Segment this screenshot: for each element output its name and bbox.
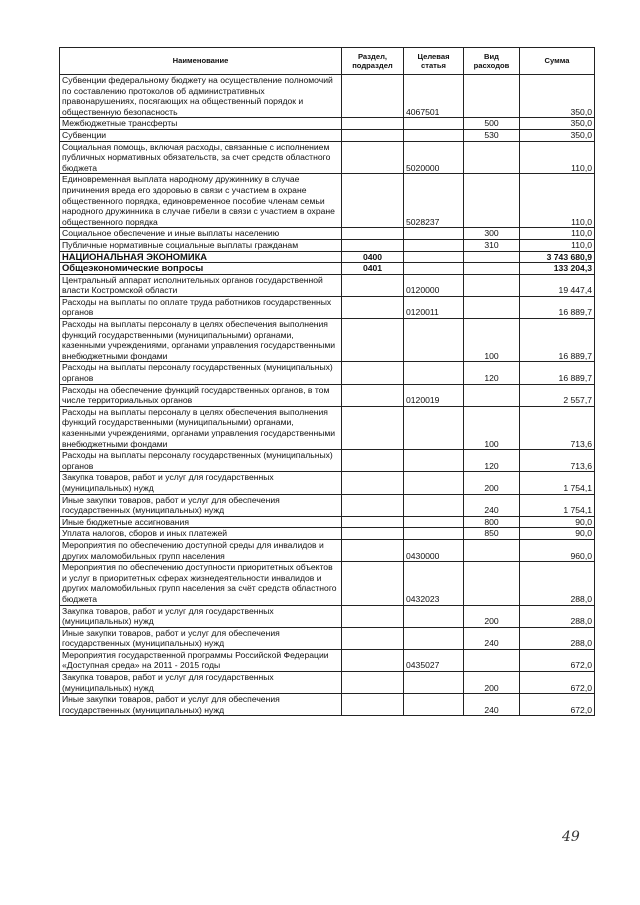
cell-section	[342, 75, 404, 118]
cell-name: Расходы на выплаты персоналу государственных (муниципальных) органов	[60, 450, 342, 472]
cell-name: Расходы на выплаты персоналу в целях обеспечения выполнения функций государственными (муниципальными) органами, казенными учреждениями, органами управления государственными внебюджетными фондами	[60, 406, 342, 449]
cell-name: Субвенции федеральному бюджету на осуществление полномочий по составлению протоколов об административных правонарушениях, посягающих на общественный порядок и общественную безопасность	[60, 75, 342, 118]
cell-sum: 672,0	[520, 694, 595, 716]
cell-target: 5028237	[404, 174, 464, 228]
cell-section	[342, 239, 404, 251]
cell-section	[342, 228, 404, 240]
cell-sum: 288,0	[520, 605, 595, 627]
cell-name: Расходы на выплаты персоналу государственных (муниципальных) органов	[60, 362, 342, 384]
cell-target	[404, 672, 464, 694]
cell-target	[404, 251, 464, 263]
cell-name: Единовременная выплата народному дружиннику в случае причинения вреда его здоровью в связи с участием в охране общественного порядка, единовременное пособие членам семьи народного дружинника в случае гибели в связи с участием в охране общественного порядка	[60, 174, 342, 228]
table-row	[60, 384, 595, 406]
cell-sum: 110,0	[520, 228, 595, 240]
cell-target	[404, 516, 464, 528]
table-row	[60, 406, 595, 449]
cell-target	[404, 319, 464, 362]
table-row	[60, 228, 595, 240]
cell-target: 0435027	[404, 649, 464, 671]
cell-section	[342, 319, 404, 362]
table-row	[60, 605, 595, 627]
cell-name: Закупка товаров, работ и услуг для государственных (муниципальных) нужд	[60, 605, 342, 627]
cell-sum: 110,0	[520, 174, 595, 228]
cell-section	[342, 296, 404, 318]
cell-name: Мероприятия государственной программы Российской Федерации «Доступная среда» на 2011 - 2015 годы	[60, 649, 342, 671]
header-name: Наименование	[60, 48, 342, 75]
cell-target: 0120000	[404, 274, 464, 296]
table-row	[60, 274, 595, 296]
cell-target: 0432023	[404, 562, 464, 605]
cell-sum: 1 754,1	[520, 472, 595, 494]
cell-section	[342, 129, 404, 141]
cell-target	[404, 494, 464, 516]
cell-kind: 100	[464, 319, 520, 362]
cell-target	[404, 228, 464, 240]
cell-kind	[464, 263, 520, 275]
cell-target: 0430000	[404, 539, 464, 561]
cell-kind	[464, 539, 520, 561]
cell-kind: 530	[464, 129, 520, 141]
cell-sum: 713,6	[520, 450, 595, 472]
header-section: Раздел, подраздел	[342, 48, 404, 75]
cell-target	[404, 627, 464, 649]
cell-name: Иные закупки товаров, работ и услуг для обеспечения государственных (муниципальных) нужд	[60, 494, 342, 516]
cell-section	[342, 274, 404, 296]
cell-section	[342, 174, 404, 228]
table-row	[60, 263, 595, 275]
cell-section	[342, 362, 404, 384]
cell-section	[342, 141, 404, 174]
cell-kind: 500	[464, 118, 520, 130]
cell-section	[342, 516, 404, 528]
cell-kind: 200	[464, 672, 520, 694]
table-row	[60, 251, 595, 263]
cell-name: Закупка товаров, работ и услуг для государственных (муниципальных) нужд	[60, 472, 342, 494]
cell-name: Общеэкономические вопросы	[60, 263, 342, 275]
cell-target	[404, 263, 464, 275]
cell-section	[342, 539, 404, 561]
cell-kind: 120	[464, 450, 520, 472]
cell-name: Центральный аппарат исполнительных органов государственной власти Костромской области	[60, 274, 342, 296]
cell-kind	[464, 649, 520, 671]
cell-sum: 3 743 680,9	[520, 251, 595, 263]
cell-name: НАЦИОНАЛЬНАЯ ЭКОНОМИКА	[60, 251, 342, 263]
page-number: 49	[562, 829, 580, 845]
cell-sum: 90,0	[520, 528, 595, 540]
table-row	[60, 649, 595, 671]
cell-section	[342, 627, 404, 649]
table-row	[60, 562, 595, 605]
table-row	[60, 494, 595, 516]
cell-name: Расходы на выплаты персоналу в целях обеспечения выполнения функций государственными (муниципальными) органами, казенными учреждениями, органами управления государственными внебюджетными фондами	[60, 319, 342, 362]
cell-target	[404, 605, 464, 627]
cell-name: Иные закупки товаров, работ и услуг для обеспечения государственных (муниципальных) нужд	[60, 694, 342, 716]
cell-sum: 110,0	[520, 141, 595, 174]
table-row	[60, 174, 595, 228]
budget-table	[59, 47, 595, 716]
cell-target	[404, 239, 464, 251]
cell-sum: 90,0	[520, 516, 595, 528]
cell-kind	[464, 251, 520, 263]
cell-section	[342, 406, 404, 449]
table-row	[60, 516, 595, 528]
cell-sum: 350,0	[520, 75, 595, 118]
cell-kind: 240	[464, 627, 520, 649]
header-kind: Вид расходов	[464, 48, 520, 75]
cell-name: Мероприятия по обеспечению доступной среды для инвалидов и других маломобильных групп населения	[60, 539, 342, 561]
cell-kind: 310	[464, 239, 520, 251]
table-row	[60, 319, 595, 362]
cell-kind: 850	[464, 528, 520, 540]
cell-kind: 100	[464, 406, 520, 449]
cell-sum: 110,0	[520, 239, 595, 251]
cell-target	[404, 450, 464, 472]
cell-kind: 300	[464, 228, 520, 240]
header-target: Целевая статья	[404, 48, 464, 75]
cell-sum: 713,6	[520, 406, 595, 449]
cell-target	[404, 362, 464, 384]
table-row	[60, 118, 595, 130]
table-row	[60, 694, 595, 716]
table-row	[60, 450, 595, 472]
table-header-row	[60, 48, 595, 75]
cell-section	[342, 118, 404, 130]
cell-kind	[464, 296, 520, 318]
cell-target	[404, 118, 464, 130]
cell-name: Уплата налогов, сборов и иных платежей	[60, 528, 342, 540]
cell-target	[404, 129, 464, 141]
table-row	[60, 472, 595, 494]
cell-section	[342, 472, 404, 494]
cell-name: Мероприятия по обеспечению доступности приоритетных объектов и услуг в приоритетных сферах жизнедеятельности инвалидов и других маломобильных групп населения за счёт средств областного бюджета	[60, 562, 342, 605]
cell-kind: 200	[464, 472, 520, 494]
cell-target	[404, 406, 464, 449]
cell-section	[342, 605, 404, 627]
cell-name: Социальная помощь, включая расходы, связанные с исполнением публичных нормативных обязательств, за счет средств областного бюджета	[60, 141, 342, 174]
cell-kind	[464, 562, 520, 605]
cell-target: 5020000	[404, 141, 464, 174]
cell-sum: 2 557,7	[520, 384, 595, 406]
cell-name: Публичные нормативные социальные выплаты гражданам	[60, 239, 342, 251]
table-row	[60, 129, 595, 141]
cell-kind: 120	[464, 362, 520, 384]
cell-section	[342, 694, 404, 716]
cell-sum: 19 447,4	[520, 274, 595, 296]
cell-kind: 800	[464, 516, 520, 528]
cell-target: 0120019	[404, 384, 464, 406]
cell-name: Субвенции	[60, 129, 342, 141]
cell-section	[342, 384, 404, 406]
cell-sum: 133 204,3	[520, 263, 595, 275]
cell-kind	[464, 274, 520, 296]
cell-target	[404, 694, 464, 716]
cell-name: Социальное обеспечение и иные выплаты населению	[60, 228, 342, 240]
table-body	[60, 75, 595, 716]
cell-name: Межбюджетные трансферты	[60, 118, 342, 130]
cell-kind	[464, 384, 520, 406]
cell-target: 4067501	[404, 75, 464, 118]
cell-kind	[464, 141, 520, 174]
cell-sum: 960,0	[520, 539, 595, 561]
cell-target	[404, 472, 464, 494]
cell-name: Закупка товаров, работ и услуг для государственных (муниципальных) нужд	[60, 672, 342, 694]
cell-name: Расходы на обеспечение функций государственных органов, в том числе территориальных органов	[60, 384, 342, 406]
cell-sum: 672,0	[520, 672, 595, 694]
cell-sum: 16 889,7	[520, 319, 595, 362]
header-sum: Сумма	[520, 48, 595, 75]
cell-section	[342, 450, 404, 472]
table-row	[60, 141, 595, 174]
table-row	[60, 528, 595, 540]
cell-sum: 350,0	[520, 129, 595, 141]
cell-section	[342, 649, 404, 671]
table-row	[60, 627, 595, 649]
cell-kind: 200	[464, 605, 520, 627]
table-row	[60, 75, 595, 118]
cell-sum: 16 889,7	[520, 296, 595, 318]
cell-sum: 1 754,1	[520, 494, 595, 516]
cell-section: 0400	[342, 251, 404, 263]
cell-sum: 350,0	[520, 118, 595, 130]
cell-section: 0401	[342, 263, 404, 275]
cell-section	[342, 672, 404, 694]
cell-section	[342, 562, 404, 605]
table-row	[60, 296, 595, 318]
cell-target	[404, 528, 464, 540]
table-row	[60, 539, 595, 561]
cell-sum: 672,0	[520, 649, 595, 671]
table-row	[60, 362, 595, 384]
table-row	[60, 672, 595, 694]
table-row	[60, 239, 595, 251]
cell-kind	[464, 174, 520, 228]
cell-name: Иные бюджетные ассигнования	[60, 516, 342, 528]
cell-section	[342, 494, 404, 516]
cell-sum: 288,0	[520, 562, 595, 605]
cell-kind: 240	[464, 494, 520, 516]
cell-sum: 288,0	[520, 627, 595, 649]
cell-kind	[464, 75, 520, 118]
cell-sum: 16 889,7	[520, 362, 595, 384]
cell-target: 0120011	[404, 296, 464, 318]
cell-name: Иные закупки товаров, работ и услуг для обеспечения государственных (муниципальных) нужд	[60, 627, 342, 649]
cell-kind: 240	[464, 694, 520, 716]
cell-name: Расходы на выплаты по оплате труда работников государственных органов	[60, 296, 342, 318]
cell-section	[342, 528, 404, 540]
